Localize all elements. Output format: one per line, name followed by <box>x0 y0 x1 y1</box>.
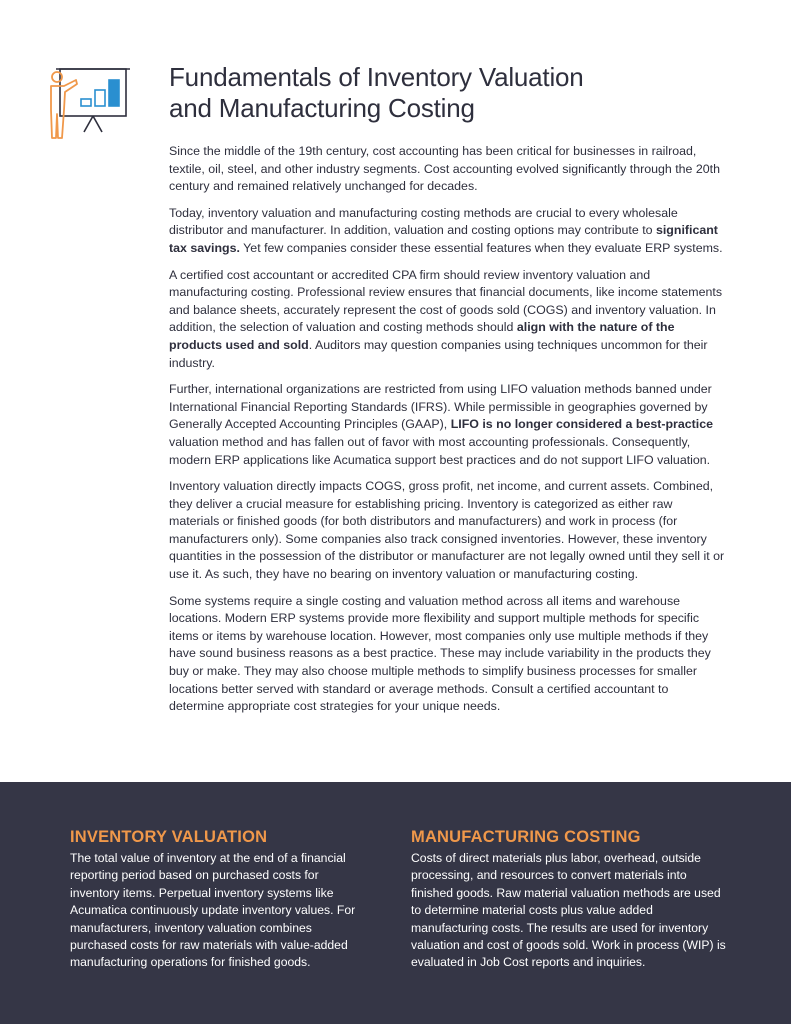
paragraph-3-bold: align with the nature of the products used and sold <box>169 320 675 352</box>
paragraph-6: Some systems require a single costing and valuation method across all items and warehouse locations. Modern ERP systems provide more flexibility and support multiple methods for specific items or items by warehouse location. However, most companies only use multiple methods if they have sound business reasons as a best practice. These may include variability in the products they buy or make. They may also choose multiple methods to simplify business processes for smaller locations better served with standard or average methods. Consult a certified accountant to determine appropriate cost strategies for your unique needs. <box>169 593 711 714</box>
paragraph-4-bold: LIFO is no longer considered a best-practice <box>450 417 714 432</box>
inventory-valuation-text: The total value of inventory at the end of a financial reporting period based on purchased costs for inventory items. Perpetual inventory systems like Acumatica continuously update inventory values. For manufacturers, inventory valuation combines purchased costs for raw materials with value-added manufacturing operations for finished goods. <box>70 851 356 970</box>
paragraph-5: Inventory valuation directly impacts COGS, gross profit, net income, and current assets. Combined, they deliver a crucial measure for establishing pricing. Inventory is categorized as either raw materials or finished goods (for both distributors and manufacturers) and work in process (for manufacturers only). Some companies also track consigned inventories. However, these inventory quantities in the possession of the distributor or manufacturer are not legally owned until they sell it or use it. As such, they have no bearing on inventory valuation or manufacturing costing. <box>169 479 725 582</box>
paragraph-3-text-end: . Auditors may question companies using techniques uncommon for their industry. <box>169 337 708 370</box>
manufacturing-costing-heading: MANUFACTURING COSTING <box>411 828 641 846</box>
paragraph-4-text-end: valuation method and has fallen out of favor with most accounting professionals. Consequently, modern ERP applications like Acumatica support best practices and do not support LIFO valuation. <box>169 434 711 467</box>
paragraph-3 <box>169 267 725 373</box>
manufacturing-costing-definition <box>411 827 731 972</box>
paragraph-3-text: A certified cost accountant or accredited CPA firm should review inventory valuation and manufacturing costing. Professional review ensures that financial documents, like income statements and balance sheets, accurately represent the cost of goods sold (COGS) and inventory valuation. In addition, the selection of valuation and costing methods should <box>169 267 723 335</box>
paragraph-4-text: Further, international organizations are restricted from using LIFO valuation methods banned under International Financial Reporting Standards (IFRS). While permissible in geographies governed by Generally Accepted Accounting Principles (GAAP), <box>169 382 712 432</box>
inventory-valuation-heading: INVENTORY VALUATION <box>70 828 268 846</box>
manufacturing-costing-text: Costs of direct materials plus labor, overhead, outside processing, and resources to convert materials into finished goods. Raw material valuation methods are used to determine material costs plus value added manufacturing costs. The results are used for inventory valuation and cost of goods sold. Work in process (WIP) is evaluated in Job Cost reports and inquiries. <box>411 851 726 970</box>
paragraph-2-text-end: Yet few companies consider these essential features when they evaluate ERP systems. <box>239 240 723 255</box>
paragraph-4 <box>169 381 725 469</box>
presentation-chart-icon <box>46 66 132 142</box>
body-text <box>169 143 725 725</box>
inventory-valuation-definition <box>70 827 366 972</box>
title-line-2: and Manufacturing Costing <box>169 93 475 123</box>
definitions-footer <box>0 782 791 1024</box>
paragraph-2 <box>169 205 725 258</box>
paragraph-2-text: Today, inventory valuation and manufacturing costing methods are crucial to every wholesale distributor and manufacturer. In addition, valuation and costing options may contribute to <box>169 205 678 238</box>
paragraph-2-bold: significant tax savings. <box>169 223 718 255</box>
paragraph-1: Since the middle of the 19th century, cost accounting has been critical for businesses in railroad, textile, oil, steel, and other industry segments. Cost accounting evolved significantly through the 20th century and remained relatively unchanged for decades. <box>169 144 721 194</box>
page-title <box>169 62 729 124</box>
title-line-1: Fundamentals of Inventory Valuation <box>169 62 584 92</box>
